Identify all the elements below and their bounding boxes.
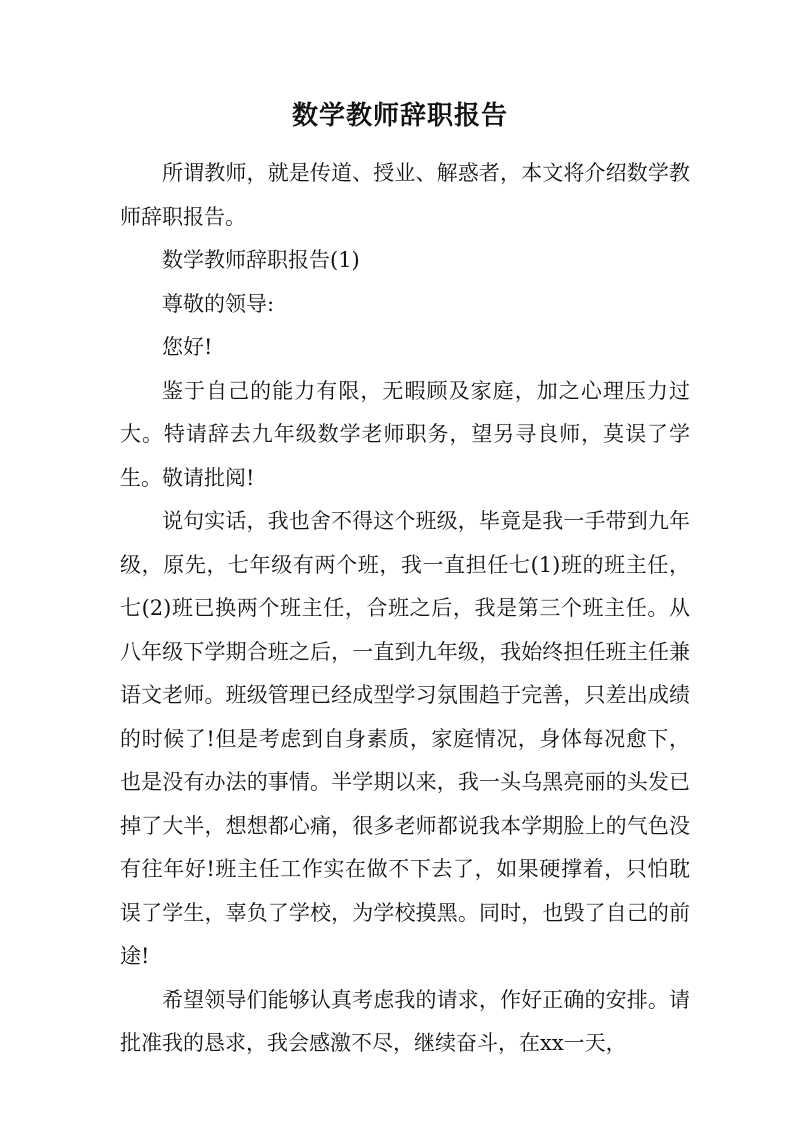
body-paragraph: 说句实话，我也舍不得这个班级，毕竟是我一手带到九年级，原先，七年级有两个班，我一直担任七(1)班的班主任，七(2)班已换两个班主任，合班之后，我是第三个班主任。从八年级下学期合班之后，一直到九年级，我始终担任班主任兼语文老师。班级管理已经成型学习氛围趋于完善，只差出成绩的时候了!但是考虑到自身素质，家庭情况，身体每况愈下，也是没有办法的事情。半学期以来，我一头乌黑亮丽的头发已掉了大半，想想都心痛，很多老师都说我本学期脸上的气色没有往年好!班主任工作实在做不下去了，如果硬撑着，只怕耽误了学生，辜负了学校，为学校摸黑。同时，也毁了自己的前途!: [120, 509, 690, 968]
document-title: 数学教师辞职报告: [291, 101, 508, 131]
body-paragraph: 鉴于自己的能力有限，无暇顾及家庭，加之心理压力过大。特请辞去九年级数学老师职务，望另寻良师，莫误了学生。敬请批阅!: [120, 378, 690, 490]
salutation: 尊敬的领导:: [162, 291, 275, 316]
report-subtitle: 数学教师辞职报告(1): [162, 248, 360, 272]
greeting: 您好!: [162, 335, 213, 359]
intro-paragraph: 所谓教师，就是传道、授业、解惑者，本文将介绍数学教师辞职报告。: [120, 161, 690, 229]
document-body: [120, 152, 690, 1066]
body-paragraph: 希望领导们能够认真考虑我的请求，作好正确的安排。请批准我的恳求，我会感激不尽，继续奋斗，在xx一天，: [120, 987, 690, 1055]
